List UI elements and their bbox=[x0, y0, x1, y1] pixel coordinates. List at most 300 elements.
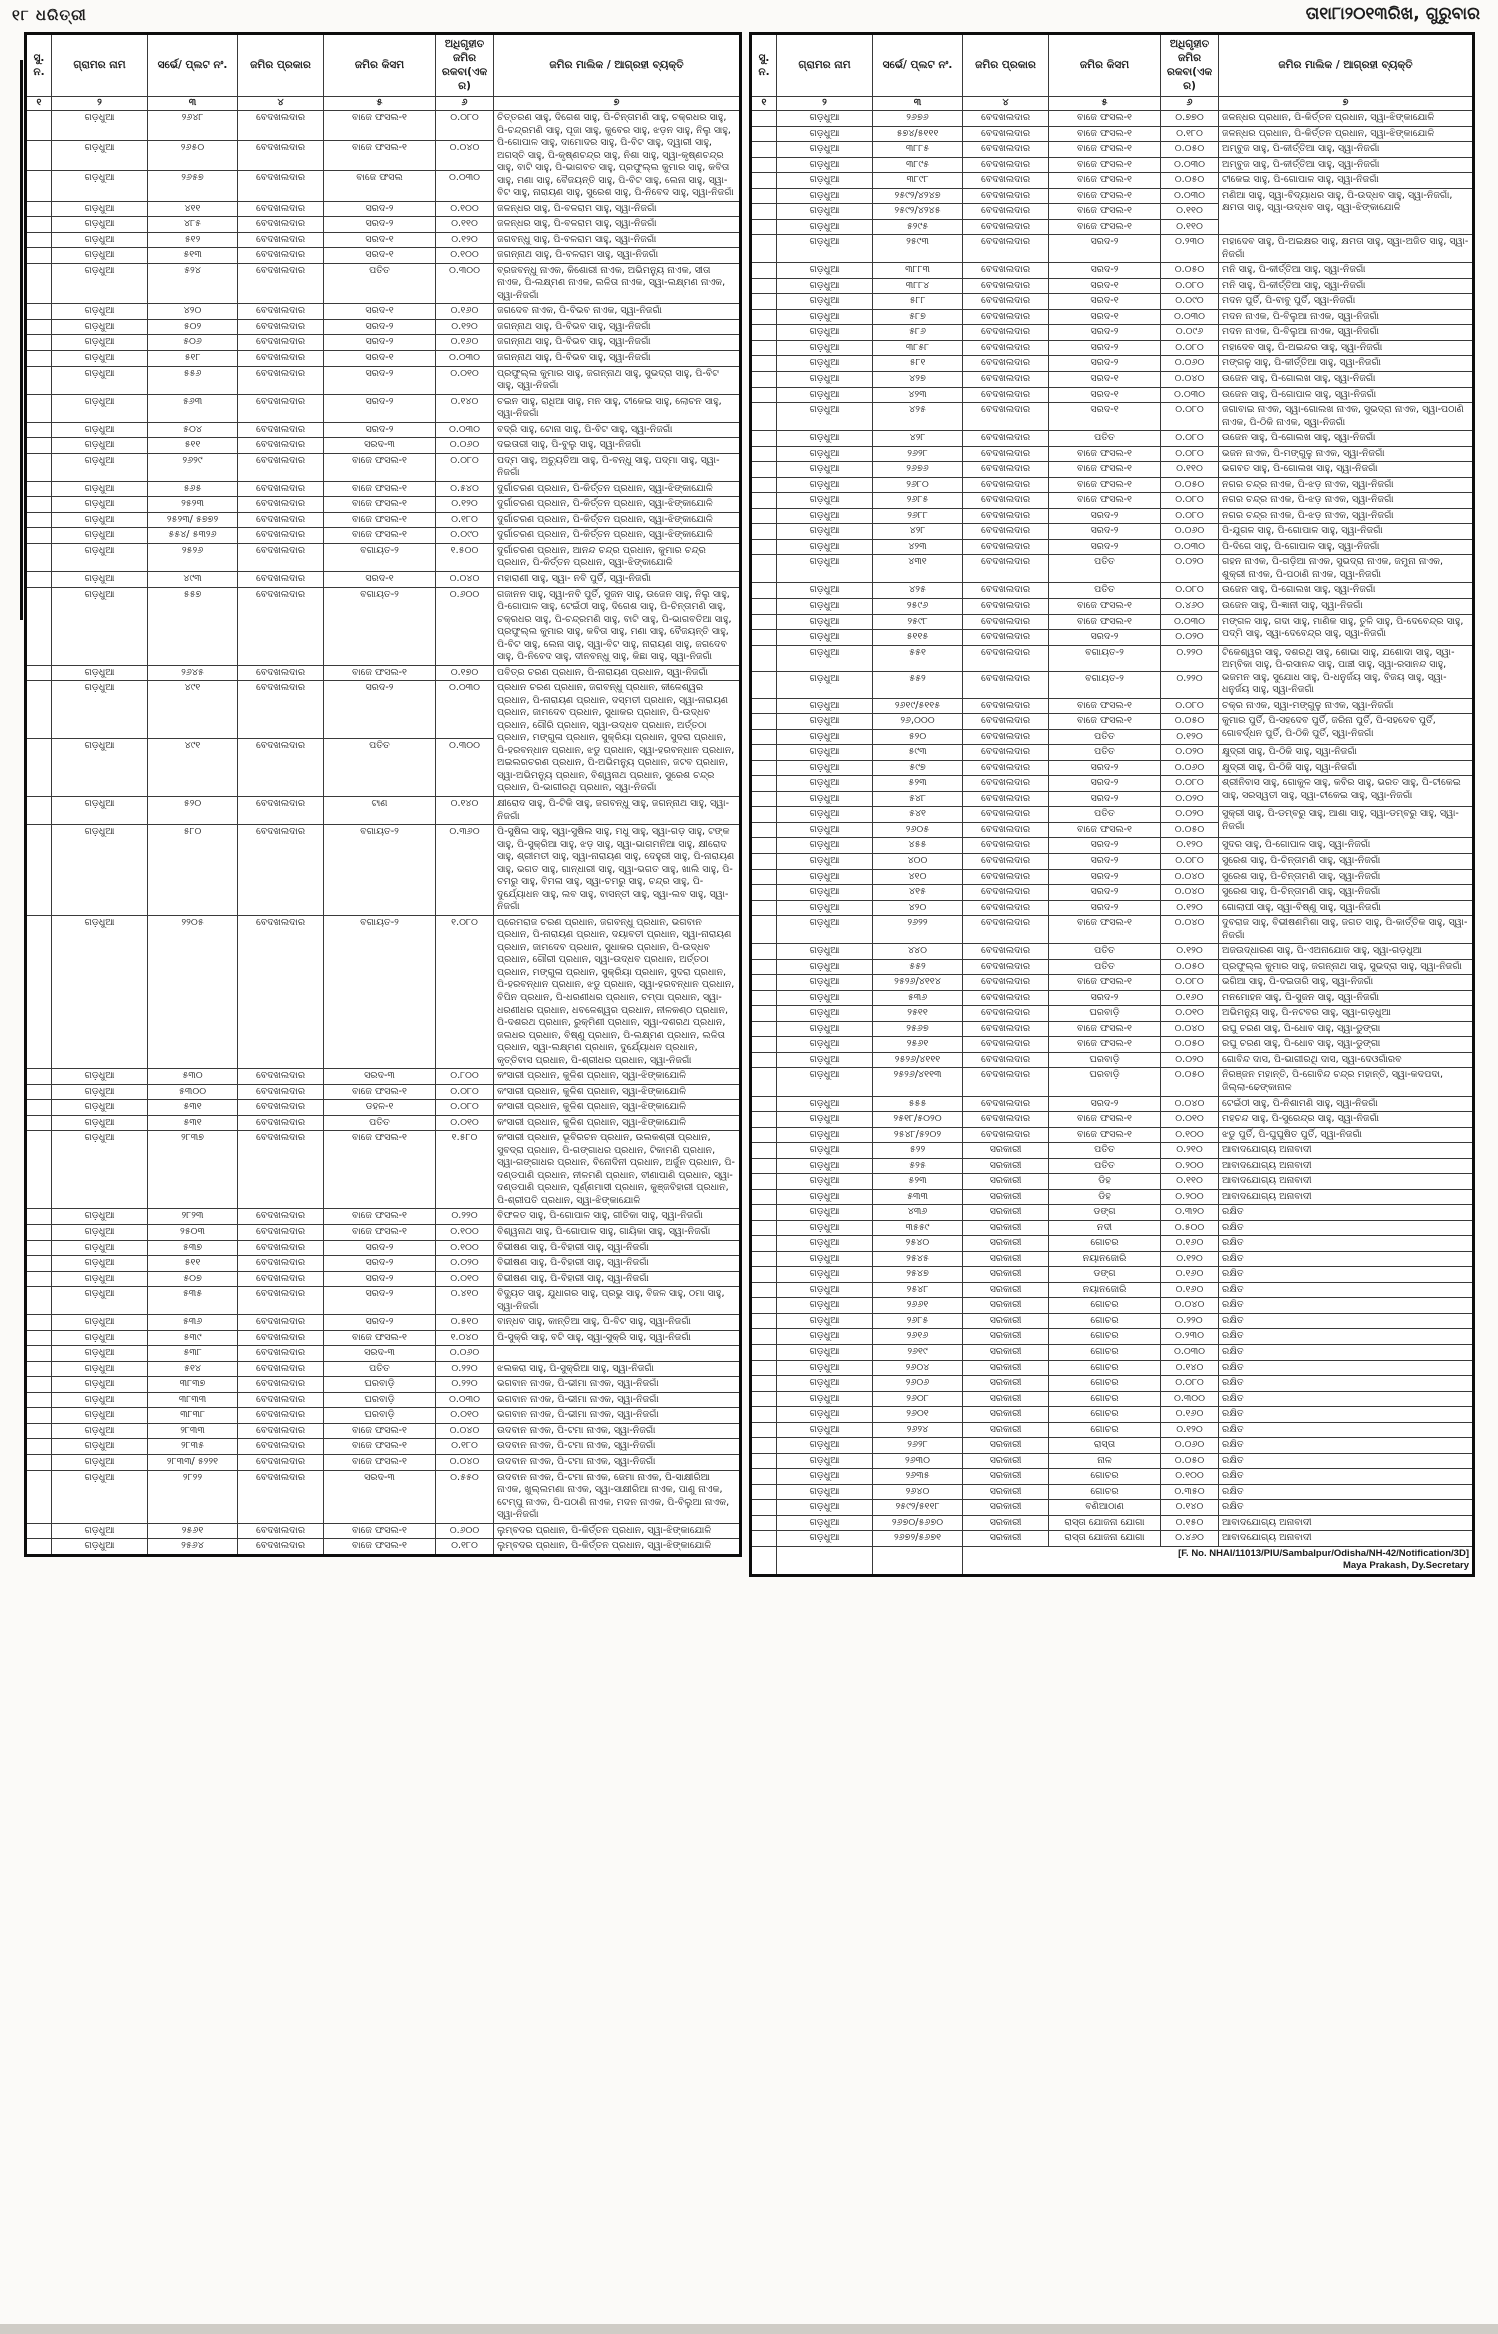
area-cell: ୦.୦୨୦ bbox=[1161, 791, 1219, 807]
serial-cell bbox=[751, 1484, 777, 1500]
owner-cell: କ୍ଷୁଦ୍ରୀ ସାହୁ, ପି-ଠିକି ସାହୁ, ସ୍ୱା-ନିଜଗାଁ bbox=[1219, 745, 1474, 761]
village-cell: ଗଡ଼ଧୁଆ bbox=[777, 387, 873, 403]
table-row bbox=[751, 645, 1474, 672]
survey-cell: ୪୨୦ bbox=[148, 304, 238, 320]
village-cell: ଗଡ଼ଧୁଆ bbox=[777, 1407, 873, 1423]
land-type-cell: ସରକାରୀ bbox=[963, 1531, 1049, 1547]
kisam-cell: ବାଜେ ଫସଲ-୧ bbox=[324, 1439, 436, 1455]
village-cell: ଗଡ଼ଧୁଆ bbox=[777, 1158, 873, 1174]
area-cell: ୦.୧୪୦ bbox=[436, 394, 494, 422]
owner-cell: ଟିକେଶ୍ୱର ସାହୁ, ଦଶରଥି ସାହୁ, ଶୋଭା ସାହୁ, ଯଶୋଦା ସାହୁ, ସ୍ୱା-ଅମ୍ବିକା ସାହୁ, ପି-ରସାନନ୍ଦ ସାହୁ, ପାଞ୍ଚୀ ସାହୁ, ସ୍ୱା-ରସାନନ୍ଦ ସାହୁ, ଭଜମନ ସାହୁ, ସୁଯୋଧ ସାହୁ, ପି-ଧନୁର୍ଜୟ ସାହୁ, ବିଜୟ ସାହୁ, ସ୍ୱା-ଧନୁର୍ଜୟ ସାହୁ, ସ୍ୱା-ନିଜଗାଁ bbox=[1219, 645, 1474, 698]
owner-cell: କୁମାର ପୁର୍ତି, ପି-ସହଦେବ ପୁର୍ତି, ଜରିନା ପୁର୍ତି, ପି-ସହଦେବ ପୁର୍ତି, ଗୋବର୍ଦ୍ଧନ ପୁର୍ତି, ପି-ଠିକି ପୁର୍ତି, ସ୍ୱା-ନିଜଗାଁ bbox=[1219, 714, 1474, 745]
table-row bbox=[751, 126, 1474, 142]
village-cell: ଗଡ଼ଧୁଆ bbox=[52, 1346, 148, 1362]
land-type-cell: ବେଦଖଲଦାର bbox=[963, 869, 1049, 885]
survey-cell: ୨୫୬୧ bbox=[148, 1523, 238, 1539]
land-type-cell: ବେଦଖଲଦାର bbox=[963, 493, 1049, 509]
serial-cell bbox=[26, 1439, 52, 1455]
table-row bbox=[751, 278, 1474, 294]
table-row bbox=[26, 1069, 741, 1085]
land-acquisition-table-left bbox=[24, 32, 742, 1557]
kisam-cell: ବାଜେ ଫସଲ-୧ bbox=[1049, 477, 1161, 493]
survey-cell: ୪୨୫ bbox=[873, 403, 963, 431]
kisam-cell: ପତିତ bbox=[1049, 807, 1161, 823]
village-cell: ଗଡ଼ଧୁଆ bbox=[52, 543, 148, 571]
area-cell: ୦.୧୬୦ bbox=[1161, 1407, 1219, 1423]
table-row bbox=[26, 481, 741, 497]
owner-cell: ଜଗବନ୍ଧୁ ସାହୁ, ପି-ବଳରାମ ସାହୁ, ସ୍ୱା-ନିଜଗାଁ bbox=[494, 232, 741, 248]
serial-cell bbox=[751, 1037, 777, 1053]
land-type-cell: ସରକାରୀ bbox=[963, 1484, 1049, 1500]
owner-cell: ଜଗନ୍ନାଥ ସାହୁ, ପି-ବିଭବ ସାହୁ, ସ୍ୱା-ନିଜଗାଁ bbox=[494, 335, 741, 351]
kisam-cell: ବାଜେ ଫସଲ-୧ bbox=[324, 497, 436, 513]
table-row bbox=[26, 1392, 741, 1408]
survey-cell: ୨୬୭୬ bbox=[873, 110, 963, 126]
table-row bbox=[751, 462, 1474, 478]
survey-cell: ୪୧୫ bbox=[873, 885, 963, 901]
serial-cell bbox=[751, 583, 777, 599]
village-cell: ଗଡ଼ଧୁଆ bbox=[777, 1021, 873, 1037]
serial-cell bbox=[26, 304, 52, 320]
owner-cell: ନଗର ଚନ୍ଦ୍ର ନାଏକ, ପି-ଝଡ଼ ନାଏକ, ସ୍ୱା-ନିଜଗାଁ bbox=[1219, 493, 1474, 509]
header-land-type: ଜମିର ପ୍ରକାର bbox=[963, 34, 1049, 97]
land-type-cell: ସରକାରୀ bbox=[963, 1515, 1049, 1531]
owner-cell: ପ୍ରଧାନ ଚରଣ ପ୍ରଧାନ, ଜଗବନ୍ଧୁ ପ୍ରଧାନ, କୀଳେଶ୍ୱର ପ୍ରଧାନ, ପି-ନାରାୟଣ ପ୍ରଧାନ, ଦସ୍ମତୀ ପ୍ରଧାନ, ସ୍ୱା-ନାରାୟଣ ପ୍ରଧାନ, ଜାମଦେବ ପ୍ରଧାନ, ସୁଧାକର ପ୍ରଧାନ, ପି-ଉଦ୍ଧବ ପ୍ରଧାନ, ଗୌରି ପ୍ରଧାନ, ସ୍ୱା-ଉଦ୍ଧବ ପ୍ରଧାନ, ଅର୍ତ୍ତଠା ପ୍ରଧାନ, ମଙ୍ଗୁଳା ପ୍ରଧାନ, ସୁକ୍ରିୟା ପ୍ରଧାନ, ସୁଦରା ପ୍ରଧାନ, ପି-ହରବନ୍ଧାନ ପ୍ରଧାନ, ଝଡୁ ପ୍ରଧାନ, ସ୍ୱା-ହରବନ୍ଧାନ ପ୍ରଧାନ, ଅଇଲରଚରଣ ପ୍ରଧାନ, ପି-ଅଭିମନ୍ୟୁ ପ୍ରଧାନ, ଜଟବ ପ୍ରଧାନ, ସ୍ୱା-ଅଭିମନ୍ୟୁ ପ୍ରଧାନ, ବିଶ୍ୱନାଥ ପ୍ରଧାନ, ସୁରେଶ ଚନ୍ଦ୍ର ପ୍ରଧାନ, ପି-ଭାଗୀରଥି ପ୍ରଧାନ, ସ୍ୱା-ନିଜଗାଁ bbox=[494, 681, 741, 797]
kisam-cell: ଗୋଚର bbox=[1049, 1313, 1161, 1329]
land-type-cell: ବେଦଖଲଦାର bbox=[963, 539, 1049, 555]
land-type-cell: ସରକାରୀ bbox=[963, 1313, 1049, 1329]
table-row bbox=[751, 340, 1474, 356]
serial-cell bbox=[751, 729, 777, 745]
village-cell: ଗଡ଼ଧୁଆ bbox=[777, 1484, 873, 1500]
table-header bbox=[26, 34, 741, 111]
area-cell: ୦.୧୧୦ bbox=[1161, 1174, 1219, 1190]
area-cell: ୦.୦୪୦ bbox=[1161, 372, 1219, 388]
owner-cell: ରକ୍ଷିତ bbox=[1219, 1500, 1474, 1516]
kisam-cell: ସରଦ-୧ bbox=[1049, 278, 1161, 294]
area-cell: ୦.୧୫୦ bbox=[1161, 1515, 1219, 1531]
kisam-cell: ପତିତ bbox=[1049, 583, 1161, 599]
serial-cell bbox=[751, 854, 777, 870]
owner-cell: ଉଦବାନ ନାଏକ, ପି-ଟମା ନାଏକ, ଜେମା ନାଏକ, ପି-ସାକ୍ଷୀରିଆ ନାଏକ, ଖୁଲ୍ଲମଣା ନାଏକ, ସ୍ୱା-ସାକ୍ଷୀରିଆ ନାଏକ, ପାଣୁ ନାଏକ, ଟେମ୍ପୁ ନାଏକ, ପି-ପଠାଣି ନାଏକ, ମଦନ ନାଏକ, ପି-ବିଲୁଆ ନାଏକ, ସ୍ୱା-ନିଜଗାଁ bbox=[494, 1470, 741, 1523]
owner-cell: ବିଭୀଷଣ ସାହୁ, ପି-ବିହାରୀ ସାହୁ, ସ୍ୱା-ନିଜଗାଁ bbox=[494, 1256, 741, 1272]
land-type-cell: ସରକାରୀ bbox=[963, 1407, 1049, 1423]
area-cell: ୧.୫୮୦ bbox=[436, 1131, 494, 1209]
area-cell: ୦.୨୨୦ bbox=[436, 1361, 494, 1377]
table-row bbox=[751, 1282, 1474, 1298]
kisam-cell: ପତିତ bbox=[324, 263, 436, 304]
land-type-cell: ସରକାରୀ bbox=[963, 1376, 1049, 1392]
village-cell: ଗଡ଼ଧୁଆ bbox=[52, 319, 148, 335]
area-cell: ୦.୮୦୦ bbox=[436, 1069, 494, 1085]
kisam-cell: ପତିତ bbox=[1049, 555, 1161, 583]
area-cell: ୦.୦୩୦ bbox=[436, 681, 494, 739]
owner-cell: ପବିତ୍ର ଚରଣ ପ୍ରଧାନ, ପି-ନାରାୟଣ ପ୍ରଧାନ, ସ୍ୱା-ନିଜଗାଁ bbox=[494, 665, 741, 681]
survey-cell: ୨୫୪୮ bbox=[873, 1282, 963, 1298]
table-row bbox=[26, 1470, 741, 1523]
survey-cell: ୫୧୧ bbox=[148, 1256, 238, 1272]
village-cell: ଗଡ଼ଧୁଆ bbox=[777, 1143, 873, 1159]
kisam-cell: ସରଦ-୨ bbox=[324, 1287, 436, 1315]
serial-cell bbox=[751, 944, 777, 960]
kisam-cell: ବାଜେ ଫସଲ-୧ bbox=[1049, 173, 1161, 189]
scan-artifact bbox=[20, 60, 23, 620]
area-cell: ୦.୧୧୦ bbox=[1161, 462, 1219, 478]
land-type-cell: ବେଦଖଲଦାର bbox=[963, 462, 1049, 478]
serial-cell bbox=[751, 539, 777, 555]
survey-cell: ୨୮୩୭ bbox=[148, 1131, 238, 1209]
kisam-cell: ବଗାୟତ-୨ bbox=[1049, 645, 1161, 672]
owner-cell: ରକ୍ଷିତ bbox=[1219, 1236, 1474, 1252]
table-row bbox=[751, 493, 1474, 509]
village-cell: ଗଡ଼ଧୁଆ bbox=[777, 807, 873, 823]
area-cell: ୦.୦୨୦ bbox=[1161, 745, 1219, 761]
table-row bbox=[751, 1313, 1474, 1329]
survey-cell: ୨୬୩୫ bbox=[873, 1469, 963, 1485]
serial-cell bbox=[26, 497, 52, 513]
land-type-cell: ବେଦଖଲଦାର bbox=[238, 915, 324, 1068]
owner-cell: ରକ୍ଷିତ bbox=[1219, 1438, 1474, 1454]
area-cell: ୦.୦୮୦ bbox=[1161, 278, 1219, 294]
owner-cell: ପି-ସୁକ୍ରି ସାହୁ, ବଟି ସାହୁ, ସ୍ୱା-ସୁକ୍ରି ସାହୁ, ସ୍ୱା-ନିଜଗାଁ bbox=[494, 1330, 741, 1346]
land-type-cell: ବେଦଖଲଦାର bbox=[238, 110, 324, 140]
table-row bbox=[26, 453, 741, 481]
area-cell: ୦.୦୨୦ bbox=[1161, 807, 1219, 823]
village-cell: ଗଡ଼ଧୁଆ bbox=[777, 309, 873, 325]
owner-cell: ମହାରାଣୀ ସାହୁ, ସ୍ୱା- ନବି ପୁର୍ତି, ସ୍ୱା-ନିଜଗାଁ bbox=[494, 571, 741, 587]
land-type-cell: ବେଦଖଲଦାର bbox=[238, 1361, 324, 1377]
kisam-cell: ଘରବାଡ଼ି bbox=[324, 1392, 436, 1408]
survey-cell: ୪୯୧ bbox=[148, 739, 238, 797]
serial-cell bbox=[26, 915, 52, 1068]
kisam-cell: ନୟାନଜୋରି bbox=[1049, 1251, 1161, 1267]
land-type-cell: ବେଦଖଲଦାର bbox=[963, 555, 1049, 583]
land-type-cell: ସରକାରୀ bbox=[963, 1298, 1049, 1314]
survey-cell: ୫୦୪ bbox=[148, 422, 238, 438]
survey-cell: ୨୬୧୯ bbox=[873, 1345, 963, 1361]
land-type-cell: ସରକାରୀ bbox=[963, 1345, 1049, 1361]
village-cell: ଗଡ଼ଧୁଆ bbox=[777, 583, 873, 599]
kisam-cell: ବଗାୟତ-୨ bbox=[324, 543, 436, 571]
area-cell: ୦.୫୦୦ bbox=[1161, 1220, 1219, 1236]
survey-cell: ୨୫୨୬/୪୧୧୩ bbox=[873, 1068, 963, 1096]
table-row bbox=[26, 1408, 741, 1424]
survey-cell: ୫୨୦ bbox=[148, 797, 238, 825]
survey-cell: ୨୫୨୬/୪୧୧୪ bbox=[873, 975, 963, 991]
area-cell: ୦.୦୪୦ bbox=[436, 141, 494, 171]
owner-cell: ରକ୍ଷିତ bbox=[1219, 1453, 1474, 1469]
village-cell: ଗଡ଼ଧୁଆ bbox=[777, 916, 873, 944]
survey-cell: ୨୬୦୪ bbox=[873, 1360, 963, 1376]
village-cell: ଗଡ଼ଧୁଆ bbox=[52, 497, 148, 513]
village-cell: ଗଡ଼ଧୁଆ bbox=[52, 528, 148, 544]
village-cell: ଗଡ଼ଧୁଆ bbox=[777, 1251, 873, 1267]
village-cell: ଗଡ଼ଧୁଆ bbox=[777, 110, 873, 126]
table-row bbox=[26, 1209, 741, 1225]
kisam-cell: ଗୋଚର bbox=[1049, 1236, 1161, 1252]
area-cell: ୦.୧୬୦ bbox=[1161, 1282, 1219, 1298]
village-cell: ଗଡ଼ଧୁଆ bbox=[777, 1531, 873, 1547]
land-type-cell: ବେଦଖଲଦାର bbox=[963, 776, 1049, 792]
survey-cell: ୨୫୯୮ bbox=[873, 614, 963, 630]
serial-cell bbox=[26, 1256, 52, 1272]
table-row bbox=[26, 1330, 741, 1346]
serial-cell bbox=[751, 110, 777, 126]
owner-cell: ରକ୍ଷିତ bbox=[1219, 1391, 1474, 1407]
area-cell: ୦.୬୦୦ bbox=[436, 1523, 494, 1539]
signatory-line: Maya Prakash, Dy.Secretary bbox=[1342, 1560, 1469, 1572]
serial-cell bbox=[751, 1469, 777, 1485]
kisam-cell: ପତିତ bbox=[1049, 729, 1161, 745]
survey-cell: ୩୮୫୮ bbox=[873, 340, 963, 356]
village-cell: ଗଡ଼ଧୁଆ bbox=[777, 1127, 873, 1143]
owner-cell bbox=[494, 1346, 741, 1362]
kisam-cell: ପତିତ bbox=[324, 739, 436, 797]
kisam-cell: ବାଜେ ଫସଲ-୧ bbox=[1049, 157, 1161, 173]
serial-cell bbox=[751, 822, 777, 838]
owner-cell: ରକ୍ଷିତ bbox=[1219, 1376, 1474, 1392]
area-cell: ୦.୦୯୦ bbox=[1161, 294, 1219, 310]
land-type-cell: ବେଦଖଲଦାର bbox=[963, 188, 1049, 204]
village-cell: ଗଡ଼ଧୁଆ bbox=[777, 173, 873, 189]
owner-cell: ଭଜନ ନାଏକ, ପି-ମଙ୍ଗୁଳୁ ନାଏକ, ସ୍ୱା-ନିଜଗାଁ bbox=[1219, 446, 1474, 462]
kisam-cell: ସରଦ-୨ bbox=[1049, 776, 1161, 792]
area-cell: ୦.୦୮୦ bbox=[436, 110, 494, 140]
land-type-cell: ବେଦଖଲଦାର bbox=[238, 1523, 324, 1539]
owner-cell: ଅମ୍ବୁଜ ସାହୁ, ପି-କୀର୍ତ୍ତିଆ ସାହୁ, ସ୍ୱା-ନିଜଗାଁ bbox=[1219, 157, 1474, 173]
land-type-cell: ବେଦଖଲଦାର bbox=[963, 1006, 1049, 1022]
table-row bbox=[751, 1515, 1474, 1531]
area-cell: ୦.୦୫୦ bbox=[1161, 142, 1219, 158]
table-row bbox=[751, 387, 1474, 403]
village-cell: ଗଡ଼ଧୁଆ bbox=[777, 885, 873, 901]
land-type-cell: ବେଦଖଲଦାର bbox=[238, 1069, 324, 1085]
table-row bbox=[26, 915, 741, 1068]
kisam-cell: ସରଦ-୨ bbox=[1049, 869, 1161, 885]
serial-cell bbox=[26, 739, 52, 797]
serial-cell bbox=[26, 1209, 52, 1225]
survey-cell: ୫୩୧ bbox=[148, 1100, 238, 1116]
kisam-cell: ଡଙ୍ଗ bbox=[1049, 1205, 1161, 1221]
serial-cell bbox=[751, 1376, 777, 1392]
serial-cell bbox=[751, 309, 777, 325]
area-cell: ୦.୧୦୦ bbox=[1161, 1469, 1219, 1485]
area-cell: ୦.୦୬୦ bbox=[1161, 524, 1219, 540]
area-cell: ୦.୦୮୦ bbox=[1161, 975, 1219, 991]
village-cell: ଗଡ଼ଧୁଆ bbox=[52, 587, 148, 665]
land-type-cell: ବେଦଖଲଦାର bbox=[963, 583, 1049, 599]
kisam-cell: ବାଜେ ଫସଲ-୧ bbox=[324, 512, 436, 528]
owner-cell: ଚକ୍ର ନାଏକ, ସ୍ୱା-ମଙ୍ଗୁଳୁ ନାଏକ, ସ୍ୱା-ନିଜଗାଁ bbox=[1219, 698, 1474, 714]
land-type-cell: ବେଦଖଲଦାର bbox=[963, 387, 1049, 403]
kisam-cell: ବାଜେ ଫସଲ bbox=[324, 171, 436, 201]
serial-cell bbox=[751, 173, 777, 189]
survey-cell: ୫୪୮ bbox=[873, 791, 963, 807]
survey-cell: ୫୫୧ bbox=[873, 645, 963, 672]
owner-cell: କଂସାରୀ ପ୍ରଧାନ, କୁଳିଶ ପ୍ରଧାନ, ସ୍ୱା-ଝିଙ୍କାଯୋଳି bbox=[494, 1084, 741, 1100]
kisam-cell: ଗୋଚର bbox=[1049, 1422, 1161, 1438]
area-cell: ୦.୪୬୦ bbox=[1161, 1531, 1219, 1547]
owner-cell: ଉଦବାନ ନାଏକ, ପି-ଟମା ନାଏକ, ସ୍ୱା-ନିଜଗାଁ bbox=[494, 1454, 741, 1470]
village-cell: ଗଡ଼ଧୁଆ bbox=[777, 1096, 873, 1112]
area-cell: ୦.୦୩୦ bbox=[1161, 614, 1219, 630]
village-cell: ଗଡ଼ଧୁଆ bbox=[777, 900, 873, 916]
village-cell: ଗଡ଼ଧୁଆ bbox=[777, 1052, 873, 1068]
table-row bbox=[751, 294, 1474, 310]
serial-cell bbox=[751, 745, 777, 761]
table-row bbox=[751, 944, 1474, 960]
land-type-cell: ବେଦଖଲଦାର bbox=[238, 1287, 324, 1315]
empty-cell bbox=[777, 1546, 873, 1575]
serial-cell bbox=[26, 110, 52, 140]
land-type-cell: ବେଦଖଲଦାର bbox=[238, 366, 324, 394]
serial-cell bbox=[26, 481, 52, 497]
kisam-cell: ବାଜେ ଫସଲ-୧ bbox=[324, 110, 436, 140]
survey-cell: ୨୬୦୧ bbox=[873, 1407, 963, 1423]
owner-cell: ଉଜେନ ସାହୁ, ପି-ଗୋଲଖ ସାହୁ, ସ୍ୱା-ନିଜଗାଁ bbox=[1219, 583, 1474, 599]
survey-cell: ୩୫୫୯ bbox=[873, 1220, 963, 1236]
survey-cell: ୨୫୬୧ bbox=[873, 1037, 963, 1053]
area-cell: ୦.୧୨୦ bbox=[1161, 838, 1219, 854]
land-type-cell: ବେଦଖଲଦାର bbox=[238, 481, 324, 497]
column-number-row bbox=[26, 97, 741, 111]
owner-cell: ଭଗବାନ ନାଏକ, ପି-ଭୀମା ନାଏକ, ସ୍ୱା-ନିଜଗାଁ bbox=[494, 1377, 741, 1393]
land-type-cell: ବେଦଖଲଦାର bbox=[963, 885, 1049, 901]
kisam-cell: ସରଦ-୨ bbox=[1049, 838, 1161, 854]
owner-cell: ରକ୍ଷିତ bbox=[1219, 1251, 1474, 1267]
owner-cell: ମନି ସାହୁ, ପି-କୀର୍ତ୍ତିଆ ସାହୁ, ସ୍ୱା-ନିଜଗାଁ bbox=[1219, 263, 1474, 279]
owner-cell: ମହାଦେବ ସାହୁ, ପି-ଅଇକ୍ଷର ସାହୁ, କ୍ଷମତା ସାହୁ, ସ୍ୱା-ଅଜିତ ସାହୁ, ସ୍ୱା-ନିଜଗାଁ bbox=[1219, 235, 1474, 263]
village-cell: ଗଡ଼ଧୁଆ bbox=[52, 571, 148, 587]
serial-cell bbox=[751, 1531, 777, 1547]
land-type-cell: ବେଦଖଲଦାର bbox=[963, 975, 1049, 991]
village-cell: ଗଡ଼ଧୁଆ bbox=[52, 1084, 148, 1100]
serial-cell bbox=[751, 614, 777, 630]
land-type-cell: ବେଦଖଲଦାର bbox=[963, 900, 1049, 916]
owner-cell: ମନମୋହନ ସାହୁ, ପି-ସୁଜନ ସାହୁ, ସ୍ୱା-ନିଜଗାଁ bbox=[1219, 990, 1474, 1006]
village-cell: ଗଡ଼ଧୁଆ bbox=[777, 776, 873, 792]
area-cell: ୦.୦୮୦ bbox=[1161, 1376, 1219, 1392]
village-cell: ଗଡ଼ଧୁଆ bbox=[777, 822, 873, 838]
header-owner: ଜମିର ମାଲିକ / ଆଗ୍ରହୀ ବ୍ୟକ୍ତି bbox=[1219, 34, 1474, 97]
survey-cell: ୨୬୪୮ bbox=[148, 110, 238, 140]
owner-cell: ସୁରେଶ ସାହୁ, ପି-ଚିନ୍ତାମଣି ସାହୁ, ସ୍ୱା-ନିଜଗାଁ bbox=[1219, 854, 1474, 870]
village-cell: ଗଡ଼ଧୁଆ bbox=[777, 869, 873, 885]
owner-cell: ମଦନ ପୁର୍ତି, ପି-ବାବୁ ପୁର୍ତି, ସ୍ୱା-ନିଜଗାଁ bbox=[1219, 294, 1474, 310]
owner-cell: ଗଜାନନ ସାହୁ, ସ୍ୱା-ନବି ପୁର୍ତି, ସୁଜନ ସାହୁ, ଉଜେନ ସାହୁ, ନିଲୁ ସାହୁ, ପି-ଗୋପାଳ ସାହୁ, ଟେଇଁଠୀ ସାହୁ, ଦିଗେଶ ସାହୁ, ପି-ଚିନ୍ତାମଣି ସାହୁ, ଚକ୍ରଧର ସାହୁ, ପି-ଚନ୍ଦ୍ରମଣି ସାହୁ, ବାଟି ସାହୁ, ପି-ଭାଗବତିଆ ସାହୁ, ପ୍ରଫୁଲ୍ଲ କୁମାର ସାହୁ, କବିତା ସାହୁ, ମଣା ସାହୁ, ବୈଜୟନ୍ତି ସାହୁ, ପି-ବିଟ ସାହୁ, ଲେନା ସାହୁ, ସ୍ୱା-ବିଟ ସାହୁ, ନାରାୟଣ ସାହୁ, ଜଗଦେବ ସାହୁ, ପି-ନିବେଦ ସାହୁ, ଦୀନବନ୍ଧୁ ସାହୁ, କିଛା ସାହୁ, ସ୍ୱା-ନିଜଗାଁ bbox=[494, 587, 741, 665]
table-row bbox=[751, 900, 1474, 916]
land-type-cell: ବେଦଖଲଦାର bbox=[238, 319, 324, 335]
area-cell: ୦.୩୬୦ bbox=[436, 825, 494, 916]
serial-cell bbox=[751, 1021, 777, 1037]
table-row bbox=[751, 1006, 1474, 1022]
kisam-cell: ସରଦ-୨ bbox=[1049, 325, 1161, 341]
survey-cell: ୨୮୨୨ bbox=[148, 1470, 238, 1523]
survey-cell: ୨୬୮୦ bbox=[873, 477, 963, 493]
survey-cell: ୨୬୨୨ bbox=[873, 916, 963, 944]
area-cell: ୦.୨୦୦ bbox=[1161, 1189, 1219, 1205]
serial-cell bbox=[26, 1539, 52, 1556]
survey-cell: ୨୫୧୮/୫୦୨୦ bbox=[873, 1112, 963, 1128]
area-cell: ୦.୪୧୦ bbox=[436, 1287, 494, 1315]
serial-cell bbox=[751, 524, 777, 540]
land-type-cell: ବେଦଖଲଦାର bbox=[238, 512, 324, 528]
area-cell: ୦.୦୩୦ bbox=[1161, 539, 1219, 555]
table-row bbox=[751, 714, 1474, 730]
owner-cell: ମଦନ ନାଏକ, ପି-ବିଲୁଆ ନାଏକ, ସ୍ୱା-ନିଜଗାଁ bbox=[1219, 309, 1474, 325]
kisam-cell: ବାଜେ ଫସଲ-୧ bbox=[1049, 462, 1161, 478]
header-kisam: ଜମିର କିସମ bbox=[324, 34, 436, 97]
survey-cell: ୨୫୬୭ bbox=[873, 1021, 963, 1037]
survey-cell: ୩୮୩୭ bbox=[148, 1377, 238, 1393]
table-row bbox=[26, 587, 741, 665]
land-type-cell: ସରକାରୀ bbox=[963, 1453, 1049, 1469]
area-cell: ୦.୨୨୦ bbox=[1161, 672, 1219, 699]
owner-cell: ମଙ୍ଗଳୁ ସାହୁ, ପି-କୀର୍ତ୍ତିଆ ସାହୁ, ସ୍ୱା-ନିଜଗାଁ bbox=[1219, 356, 1474, 372]
survey-cell: ୪୨୩ bbox=[873, 539, 963, 555]
survey-cell: ୨୬୧୯/୫୧୧୫ bbox=[873, 698, 963, 714]
kisam-cell: ସରଦ-୧ bbox=[324, 304, 436, 320]
owner-cell: ଦୁର୍ଗାଚରଣ ପ୍ରଧାନ, ପି-କିର୍ତ୍ତନ ପ୍ରଧାନ, ସ୍ୱା-ଝିଙ୍କାଯୋଳି bbox=[494, 481, 741, 497]
table-row bbox=[751, 885, 1474, 901]
village-cell: ଗଡ଼ଧୁଆ bbox=[52, 1209, 148, 1225]
table-row bbox=[751, 477, 1474, 493]
kisam-cell: ସରଦ-୧ bbox=[324, 351, 436, 367]
area-cell: ୦.୧୪୦ bbox=[1161, 1360, 1219, 1376]
survey-cell: ୨୬,୦୦୦ bbox=[873, 714, 963, 730]
survey-cell: ୫୧୧୫ bbox=[873, 630, 963, 646]
kisam-cell: ସରଦ-୨ bbox=[1049, 539, 1161, 555]
kisam-cell: ଘରବାଡ଼ି bbox=[1049, 1068, 1161, 1096]
village-cell: ଗଡ଼ଧୁଆ bbox=[777, 975, 873, 991]
table-row bbox=[751, 1484, 1474, 1500]
col-num: ୧ bbox=[26, 97, 52, 111]
header-survey: ସର୍ଭେ/ ପ୍ଲଟ ନଂ. bbox=[873, 34, 963, 97]
land-type-cell: ବେଦଖଲଦାର bbox=[238, 171, 324, 201]
table-row bbox=[751, 1469, 1474, 1485]
kisam-cell: ବଗାୟତ-୨ bbox=[324, 587, 436, 665]
survey-cell: ୪୨୫ bbox=[873, 583, 963, 599]
owner-cell: ଦୁର୍ଗାଚରଣ ପ୍ରଧାନ, ପି-କିର୍ତ୍ତନ ପ୍ରଧାନ, ସ୍ୱା-ଝିଙ୍କାଯୋଳି bbox=[494, 528, 741, 544]
owner-cell: ବ୍ରଜବନ୍ଧୁ ନାଏକ, କିଶୋରୀ ନାଏକ, ଅଭିମନ୍ୟୁ ନାଏକ, ସୀତା ନାଏକ, ପି-ଲକ୍ଷ୍ମଣ ନାଏକ, ଲଳିତା ନାଏକ, ସ୍ୱା-ଲକ୍ଷ୍ମଣ ନାଏକ, ସ୍ୱା-ନିଜଗାଁ bbox=[494, 263, 741, 304]
area-cell: ୦.୦୯୦ bbox=[436, 528, 494, 544]
village-cell: ଗଡ଼ଧୁଆ bbox=[777, 1006, 873, 1022]
land-type-cell: ବେଦଖଲଦାର bbox=[963, 325, 1049, 341]
owner-cell: ଝଲକରା ସାହୁ, ପି-ସୁକ୍ରିଆ ସାହୁ, ସ୍ୱା-ନିଜଗାଁ bbox=[494, 1361, 741, 1377]
kisam-cell: ପତିତ bbox=[324, 1361, 436, 1377]
area-cell: ୦.୦୧୦ bbox=[1161, 1112, 1219, 1128]
owner-cell: ବିଭୀଷଣ ସାହୁ, ପି-ବିହାରୀ ସାହୁ, ସ୍ୱା-ନିଜଗାଁ bbox=[494, 1240, 741, 1256]
serial-cell bbox=[751, 508, 777, 524]
village-cell: ଗଡ଼ଧୁଆ bbox=[777, 462, 873, 478]
serial-cell bbox=[751, 431, 777, 447]
survey-cell: ୫୩୧ bbox=[148, 1115, 238, 1131]
kisam-cell: ବାଜେ ଫସଲ-୧ bbox=[1049, 188, 1161, 204]
table-row bbox=[26, 1539, 741, 1556]
survey-cell: ୫୮୮ bbox=[873, 294, 963, 310]
village-cell: ଗଡ଼ଧୁଆ bbox=[777, 672, 873, 699]
owner-cell: ଆବାଦଯୋଗ୍ୟ ଅନାବାଦୀ bbox=[1219, 1158, 1474, 1174]
survey-cell: ୨୫୦୩ bbox=[148, 1225, 238, 1241]
serial-cell bbox=[751, 1220, 777, 1236]
land-type-cell: ବେଦଖଲଦାର bbox=[963, 278, 1049, 294]
land-type-cell: ବେଦଖଲଦାର bbox=[963, 263, 1049, 279]
land-type-cell: ବେଦଖଲଦାର bbox=[238, 263, 324, 304]
owner-cell: ପଦ୍ମ ସାହୁ, ଅଚ୍ୟୁତିଆ ସାହୁ, ପି-ବନ୍ଧୁ ସାହୁ, ପଦ୍ମା ସାହୁ, ସ୍ୱା-ନିଜଗାଁ bbox=[494, 453, 741, 481]
serial-cell bbox=[26, 248, 52, 264]
village-cell: ଗଡ଼ଧୁଆ bbox=[52, 1315, 148, 1331]
area-cell: ୦.୧୮୦ bbox=[436, 1539, 494, 1556]
